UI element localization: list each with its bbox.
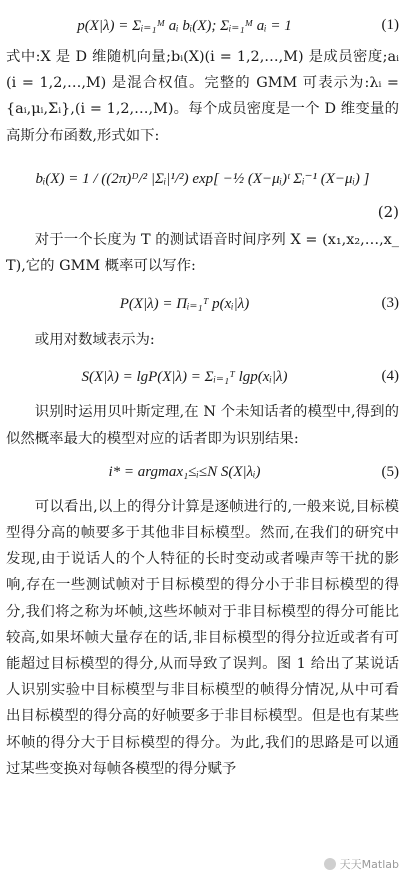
equation-5-formula: i* = argmax₁≤ᵢ≤N S(X|λᵢ) [108,464,261,481]
paragraph-test-sequence: 对于一个长度为 T 的测试语音时间序列 X = (x₁,x₂,…,x_T),它的 GMM 概率可以写作: [6,231,399,275]
equation-4 [6,353,399,399]
wechat-icon [324,858,336,870]
equation-4-formula: S(X|λ) = lgP(X|λ) = Σᵢ₌₁ᵀ lgp(xᵢ|λ) [81,368,288,385]
equation-2-formula: bᵢ(X) = 1 / ((2π)ᴰ/² |Σᵢ|¹/²) exp[ −½ (X−μᵢ)ᵗ Σᵢ⁻¹ (X−μᵢ) ] [35,171,370,188]
equation-2-number: (2) [377,202,399,221]
paragraph-bayes-recognition: 识别时运用贝叶斯定理,在 N 个未知话者的模型中,得到的似然概率最大的模型对应的话者即为识别结果: [6,404,399,447]
paragraph-gmm-definition: 式中:X 是 D 维随机向量;bᵢ(X)(i = 1,2,…,M) 是成员密度;aᵢ(i = 1,2,…,M) 是混合权值。完整的 GMM 可表示为:λᵢ = {aᵢ,μᵢ,Σᵢ},(i = 1,2,…,M)。每个成员密度是一个 D 维变量的高斯分布函数,形式如下: [6,49,399,144]
watermark-label: 天天Matlab [339,858,399,871]
equation-1 [6,6,399,44]
equation-5-number: (5) [381,464,399,481]
watermark [324,856,399,872]
equation-1-number: (1) [381,16,399,33]
equation-1-formula: p(X|λ) = Σᵢ₌₁ᴹ aᵢ bᵢ(X); Σᵢ₌₁ᴹ aᵢ = 1 [77,17,292,34]
paragraph-log-domain: 或用对数域表示为: [34,332,155,349]
equation-3-number: (3) [381,294,399,311]
equation-5 [6,452,399,494]
equation-3 [6,279,399,327]
equation-4-number: (4) [381,367,399,384]
equation-3-formula: P(X|λ) = Πᵢ₌₁ᵀ p(xᵢ|λ) [119,295,250,312]
equation-2 [6,151,399,207]
paragraph-bad-frames: 可以看出,以上的得分计算是逐帧进行的,一般来说,目标模型得分高的帧要多于其他非目标模型。然而,在我们的研究中发现,由于说话人的个人特征的长时变动或者噪声等干扰的影响,存在一些测试帧对于目标模型的得分小于非目标模型的得分,我们将之称为坏帧,这些坏帧对于非目标模型的得分可能比较高,如果坏帧大量存在的话,非目标模型的得分拉近或者有可能超过目标模型的得分,从而导致了误判。图 1 给出了某说话人识别实验中目标模型与非目标模型的帧得分情况,从中可看出目标模型的得分高的好帧要多于非目标模型。但是也有某些坏帧的得分大于目标模型的得分。为此,我们的思路是可以通过某些变换对每帧各模型的得分赋予 [6,498,399,777]
